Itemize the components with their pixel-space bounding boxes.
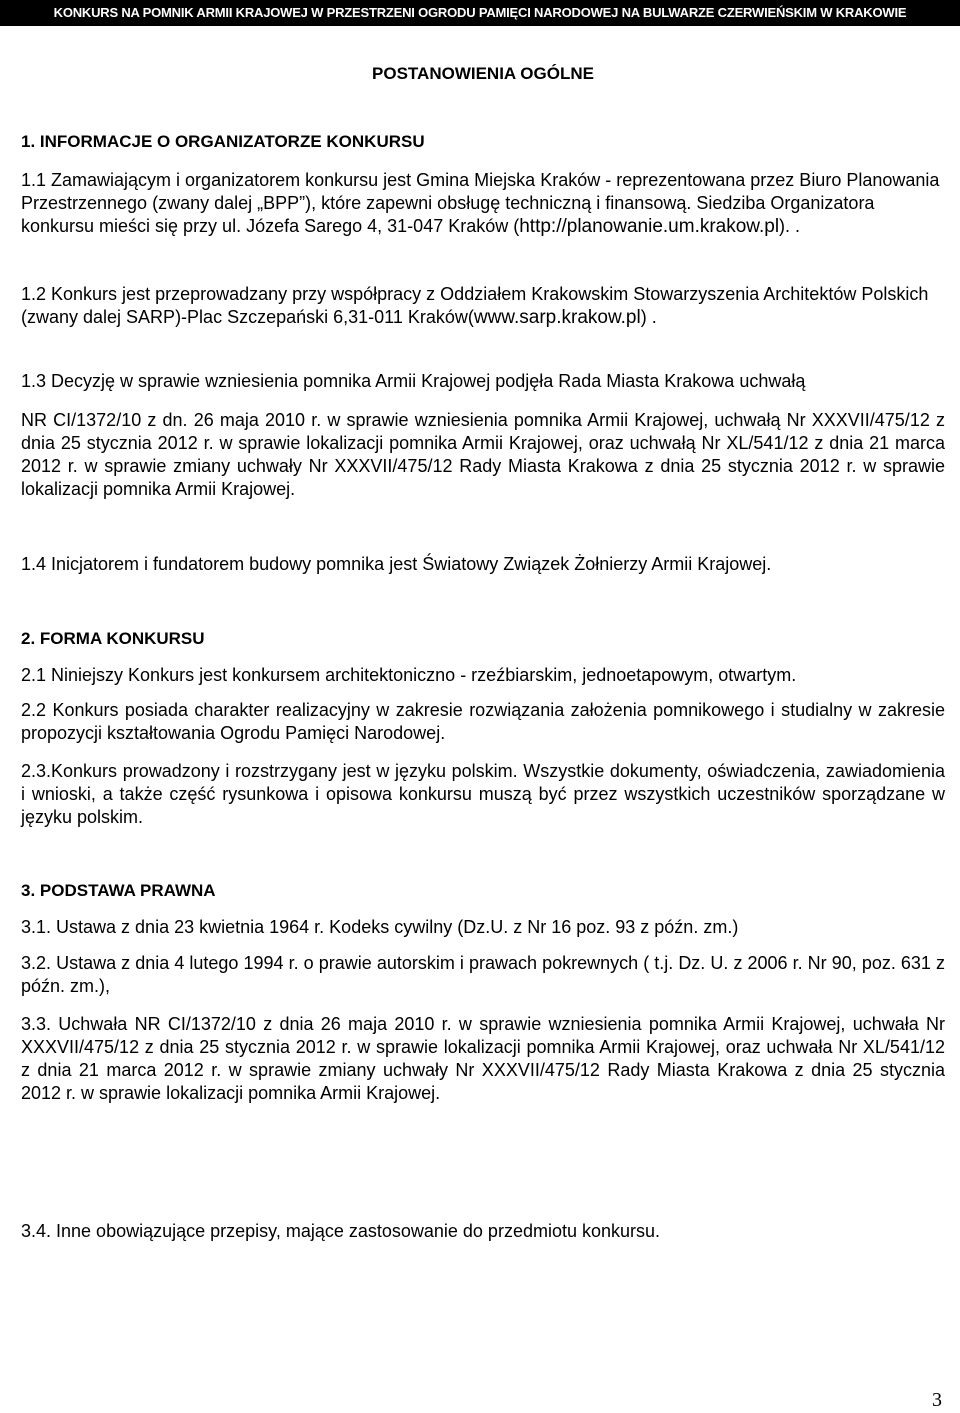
organizer-website-link[interactable]: http://planowanie.um.krakow.pl xyxy=(519,216,780,237)
page-title: POSTANOWIENIA OGÓLNE xyxy=(372,64,594,83)
paragraph-1-2-end: ) . xyxy=(640,307,657,327)
document-header: KONKURS NA POMNIK ARMII KRAJOWEJ W PRZESTRZENI OGRODU PAMIĘCI NARODOWEJ NA BULWARZE CZERWIEŃSKIM W KRAKOWIE xyxy=(0,0,960,26)
paragraph-2-2: 2.2 Konkurs posiada charakter realizacyjny w zakresie rozwiązania założenia pomnikowego i studialny w zakresie propozycji kształtowania Ogrodu Pamięci Narodowej. xyxy=(21,700,945,743)
paragraph-1-1 xyxy=(21,169,945,238)
paragraph-2-1: 2.1 Niniejszy Konkurs jest konkursem architektoniczno - rzeźbiarskim, jednoetapowym, otwartym. xyxy=(21,665,797,685)
section-2-heading: 2. FORMA KONKURSU xyxy=(21,629,205,648)
paragraph-3-4: 3.4. Inne obowiązujące przepisy, mające zastosowanie do przedmiotu konkursu. xyxy=(21,1221,661,1241)
paragraph-3-3: 3.3. Uchwała NR CI/1372/10 z dnia 26 maja 2010 r. w sprawie wzniesienia pomnika Armii Krajowej, uchwała Nr XXXVII/475/12 z dnia 25 stycznia 2012 r. w sprawie lokalizacji pomnika Armii Krajowej, oraz uchwała Nr XL/541/12 z dnia 21 marca 2012 r. w sprawie zmiany uchwały Nr XXXVII/475/12 Rady Miasta Krakowa z dnia 25 stycznia 2012 r. w sprawie lokalizacji pomnika Armii Krajowej. xyxy=(21,1014,945,1103)
section-1-heading: 1. INFORMACJE O ORGANIZATORZE KONKURSU xyxy=(21,132,425,151)
page-number: 3 xyxy=(932,1389,942,1411)
paragraph-1-2-text: 1.2 Konkurs jest przeprowadzany przy współpracy z Oddziałem Krakowskim Stowarzyszenia Architektów Polskich (zwany dalej SARP)-Plac Szczepański 6,31-011 Kraków( xyxy=(21,284,929,327)
section-3-heading: 3. PODSTAWA PRAWNA xyxy=(21,881,216,900)
paragraph-1-1-text: 1.1 Zamawiającym i organizatorem konkursu jest Gmina Miejska Kraków - reprezentowana przez Biuro Planowania Przestrzennego (zwany dalej „BPP”), które zapewni obsługę techniczną i finansową. Siedziba Organizatora konkursu mieści się przy ul. Józefa Sarego 4, 31-047 Kraków ( xyxy=(21,170,940,236)
paragraph-3-2: 3.2. Ustawa z dnia 4 lutego 1994 r. o prawie autorskim i prawach pokrewnych ( t.j. Dz. U. z 2006 r. Nr 90, poz. 631 z późn. zm.), xyxy=(21,953,945,996)
paragraph-1-3: NR CI/1372/10 z dn. 26 maja 2010 r. w sprawie wzniesienia pomnika Armii Krajowej, uchwałą Nr XXXVII/475/12 z dnia 25 stycznia 2012 r. w sprawie lokalizacji pomnika Armii Krajowej, oraz uchwałą Nr XL/541/12 z dnia 21 marca 2012 r. w sprawie zmiany uchwały Nr XXXVII/475/12 Rady Miasta Krakowa z dnia 25 stycznia 2012 r. w sprawie lokalizacji pomnika Armii Krajowej. xyxy=(21,410,945,499)
paragraph-1-2 xyxy=(21,283,945,329)
paragraph-3-1: 3.1. Ustawa z dnia 23 kwietnia 1964 r. Kodeks cywilny (Dz.U. z Nr 16 poz. 93 z późn. zm.) xyxy=(21,917,739,937)
paragraph-2-3: 2.3.Konkurs prowadzony i rozstrzygany jest w języku polskim. Wszystkie dokumenty, oświadczenia, zawiadomienia i wnioski, a także część rysunkowa i opisowa konkursu muszą być przez wszystkich uczestników sporządzane w języku polskim. xyxy=(21,761,945,827)
paragraph-1-3-first-line: 1.3 Decyzję w sprawie wzniesienia pomnika Armii Krajowej podjęła Rada Miasta Krakowa uchwałą xyxy=(21,371,806,391)
paragraph-1-4: 1.4 Inicjatorem i fundatorem budowy pomnika jest Światowy Związek Żołnierzy Armii Krajowej. xyxy=(21,554,772,574)
paragraph-1-1-end: ). . xyxy=(779,216,801,236)
sarp-website-link[interactable]: www.sarp.krakow.pl xyxy=(473,307,641,328)
